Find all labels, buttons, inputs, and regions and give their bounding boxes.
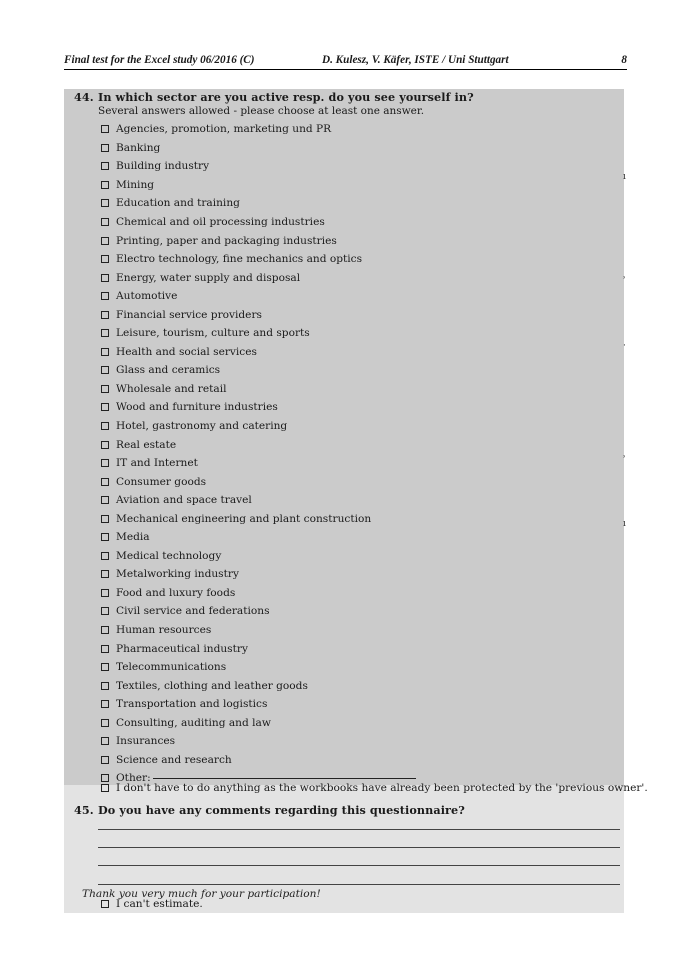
sector-option[interactable] bbox=[101, 528, 611, 547]
checkbox[interactable] bbox=[101, 700, 109, 708]
sector-option[interactable] bbox=[101, 565, 611, 584]
sector-option-label: Leisure, tourism, culture and sports bbox=[116, 327, 310, 340]
checkbox[interactable] bbox=[101, 552, 109, 560]
sector-option-label: Mining bbox=[116, 178, 155, 191]
thank-you-note: Thank you very much for your participation! bbox=[82, 888, 321, 900]
sector-option[interactable] bbox=[101, 491, 611, 510]
overlap-option-label: I don't have to do anything as the workbooks have already been protected by the 'previous owner'. bbox=[116, 782, 648, 794]
comment-line[interactable] bbox=[98, 884, 620, 885]
margin-mark: ʾ bbox=[623, 455, 626, 465]
margin-mark: · bbox=[623, 341, 626, 351]
checkbox[interactable] bbox=[101, 144, 109, 152]
margin-mark: ı bbox=[623, 172, 626, 182]
sector-option-label: Civil service and federations bbox=[116, 605, 270, 618]
other-text-field[interactable] bbox=[153, 778, 416, 779]
sector-option[interactable] bbox=[101, 213, 611, 232]
sector-option[interactable] bbox=[101, 676, 611, 695]
comment-line[interactable] bbox=[98, 865, 620, 866]
sector-option-label: Hotel, gastronomy and catering bbox=[116, 420, 288, 433]
sector-option[interactable] bbox=[101, 621, 611, 640]
checkbox[interactable] bbox=[101, 348, 109, 356]
sector-option-label: Automotive bbox=[116, 290, 178, 303]
checkbox[interactable] bbox=[101, 366, 109, 374]
cant-estimate-label: I can't estimate. bbox=[116, 898, 203, 910]
sector-option-label: Pharmaceutical industry bbox=[116, 642, 248, 655]
sector-option[interactable] bbox=[101, 343, 611, 362]
checkbox[interactable] bbox=[101, 663, 109, 671]
sector-option[interactable] bbox=[101, 695, 611, 714]
sector-option[interactable] bbox=[101, 435, 611, 454]
sector-option-label: Telecommunications bbox=[116, 661, 227, 674]
sector-option-label: Science and research bbox=[116, 753, 232, 766]
sector-option-label: Food and luxury foods bbox=[116, 586, 236, 599]
sector-option-label: Aviation and space travel bbox=[116, 494, 252, 507]
checkbox[interactable] bbox=[101, 533, 109, 541]
sector-option[interactable] bbox=[101, 398, 611, 417]
sector-option[interactable] bbox=[101, 361, 611, 380]
sector-option[interactable] bbox=[101, 194, 611, 213]
sector-option[interactable] bbox=[101, 454, 611, 473]
checkbox[interactable] bbox=[101, 181, 109, 189]
header-study-title: Final test for the Excel study 06/2016 (C) bbox=[64, 54, 255, 66]
question-45-title: Do you have any comments regarding this questionnaire? bbox=[98, 803, 465, 817]
question-45-number: 45. bbox=[74, 803, 94, 817]
page-header bbox=[64, 54, 627, 68]
checkbox[interactable] bbox=[101, 719, 109, 727]
sector-option-label: Other: bbox=[116, 772, 151, 785]
sector-option[interactable] bbox=[101, 751, 611, 770]
header-authors: D. Kulesz, V. Käfer, ISTE / Uni Stuttgart bbox=[322, 54, 509, 66]
sector-option[interactable] bbox=[101, 250, 611, 269]
checkbox[interactable] bbox=[101, 403, 109, 411]
sector-option[interactable] bbox=[101, 584, 611, 603]
sector-option-label: Transportation and logistics bbox=[116, 698, 268, 711]
checkbox[interactable] bbox=[101, 385, 109, 393]
question-44-number: 44. bbox=[74, 90, 94, 104]
sector-option[interactable] bbox=[101, 472, 611, 491]
checkbox[interactable] bbox=[101, 162, 109, 170]
sector-option-label: Electro technology, fine mechanics and optics bbox=[116, 253, 363, 266]
sector-option-label: Insurances bbox=[116, 735, 176, 748]
checkbox[interactable] bbox=[101, 589, 109, 597]
checkbox[interactable] bbox=[101, 496, 109, 504]
sector-option-label: Education and training bbox=[116, 197, 240, 210]
sector-option-label: Media bbox=[116, 531, 150, 544]
sector-option-label: Metalworking industry bbox=[116, 568, 239, 581]
sector-option-label: Consumer goods bbox=[116, 475, 207, 488]
sector-option-label: Wood and furniture industries bbox=[116, 401, 278, 414]
sector-option[interactable] bbox=[101, 639, 611, 658]
question-44-hint: Several answers allowed - please choose at least one answer. bbox=[98, 105, 425, 117]
checkbox[interactable] bbox=[101, 292, 109, 300]
checkbox[interactable] bbox=[101, 900, 109, 908]
sector-option[interactable] bbox=[101, 120, 611, 139]
checkbox[interactable] bbox=[101, 237, 109, 245]
sector-option[interactable] bbox=[101, 176, 611, 195]
checkbox[interactable] bbox=[101, 422, 109, 430]
sector-options-list bbox=[101, 120, 611, 788]
sector-option-label: Chemical and oil processing industries bbox=[116, 216, 325, 228]
margin-mark: ʾ bbox=[623, 276, 626, 286]
checkbox[interactable] bbox=[101, 311, 109, 319]
question-44-title: In which sector are you active resp. do you see yourself in? bbox=[98, 90, 474, 104]
checkbox[interactable] bbox=[101, 459, 109, 467]
checkbox[interactable] bbox=[101, 626, 109, 634]
sector-option[interactable] bbox=[101, 380, 611, 399]
checkbox[interactable] bbox=[101, 784, 109, 792]
checkbox[interactable] bbox=[101, 607, 109, 615]
sector-option-label: Glass and ceramics bbox=[116, 364, 221, 377]
sector-option[interactable] bbox=[101, 658, 611, 677]
sector-option[interactable] bbox=[101, 157, 611, 176]
sector-option[interactable] bbox=[101, 139, 611, 158]
sector-option[interactable] bbox=[101, 509, 611, 528]
checkbox[interactable] bbox=[101, 570, 109, 578]
sector-option[interactable] bbox=[101, 714, 611, 733]
checkbox[interactable] bbox=[101, 441, 109, 449]
sector-option-label: Real estate bbox=[116, 438, 177, 451]
sector-option[interactable] bbox=[101, 287, 611, 306]
checkbox[interactable] bbox=[101, 737, 109, 745]
checkbox[interactable] bbox=[101, 199, 109, 207]
sector-option[interactable] bbox=[101, 231, 611, 250]
sector-option[interactable] bbox=[101, 324, 611, 343]
header-page-number: 8 bbox=[621, 54, 627, 66]
sector-option-label: Medical technology bbox=[116, 549, 222, 562]
cant-estimate-option[interactable] bbox=[101, 898, 203, 910]
sector-option-label: Consulting, auditing and law bbox=[116, 716, 271, 729]
margin-mark: ı bbox=[623, 519, 626, 529]
sector-option-label: Energy, water supply and disposal bbox=[116, 271, 301, 284]
sector-option[interactable] bbox=[101, 305, 611, 324]
sector-option-label: Mechanical engineering and plant construction bbox=[116, 512, 372, 525]
sector-option-label: Wholesale and retail bbox=[116, 382, 227, 395]
sector-option-label: Human resources bbox=[116, 624, 212, 637]
sector-option-label: Printing, paper and packaging industries bbox=[116, 234, 337, 247]
overlap-option[interactable] bbox=[101, 782, 648, 794]
sector-option[interactable] bbox=[101, 547, 611, 566]
checkbox[interactable] bbox=[101, 218, 109, 226]
sector-option[interactable] bbox=[101, 268, 611, 287]
sector-option[interactable] bbox=[101, 417, 611, 436]
header-rule bbox=[64, 69, 627, 70]
sector-option[interactable] bbox=[101, 602, 611, 621]
checkbox[interactable] bbox=[101, 125, 109, 133]
comment-line[interactable] bbox=[98, 829, 620, 830]
checkbox[interactable] bbox=[101, 274, 109, 282]
checkbox[interactable] bbox=[101, 515, 109, 523]
sector-option-label: Health and social services bbox=[116, 345, 257, 358]
comment-line[interactable] bbox=[98, 847, 620, 848]
sector-option-label: IT and Internet bbox=[116, 457, 198, 470]
sector-option-label: Banking bbox=[116, 141, 161, 154]
sector-option[interactable] bbox=[101, 732, 611, 751]
checkbox[interactable] bbox=[101, 478, 109, 486]
sector-option-label: Financial service providers bbox=[116, 308, 262, 321]
checkbox[interactable] bbox=[101, 756, 109, 764]
sector-option-label: Textiles, clothing and leather goods bbox=[116, 679, 308, 692]
sector-option-label: Building industry bbox=[116, 160, 210, 173]
checkbox[interactable] bbox=[101, 645, 109, 653]
sector-option-label: Agencies, promotion, marketing und PR bbox=[116, 123, 332, 136]
checkbox[interactable] bbox=[101, 255, 109, 263]
checkbox[interactable] bbox=[101, 329, 109, 337]
checkbox[interactable] bbox=[101, 682, 109, 690]
